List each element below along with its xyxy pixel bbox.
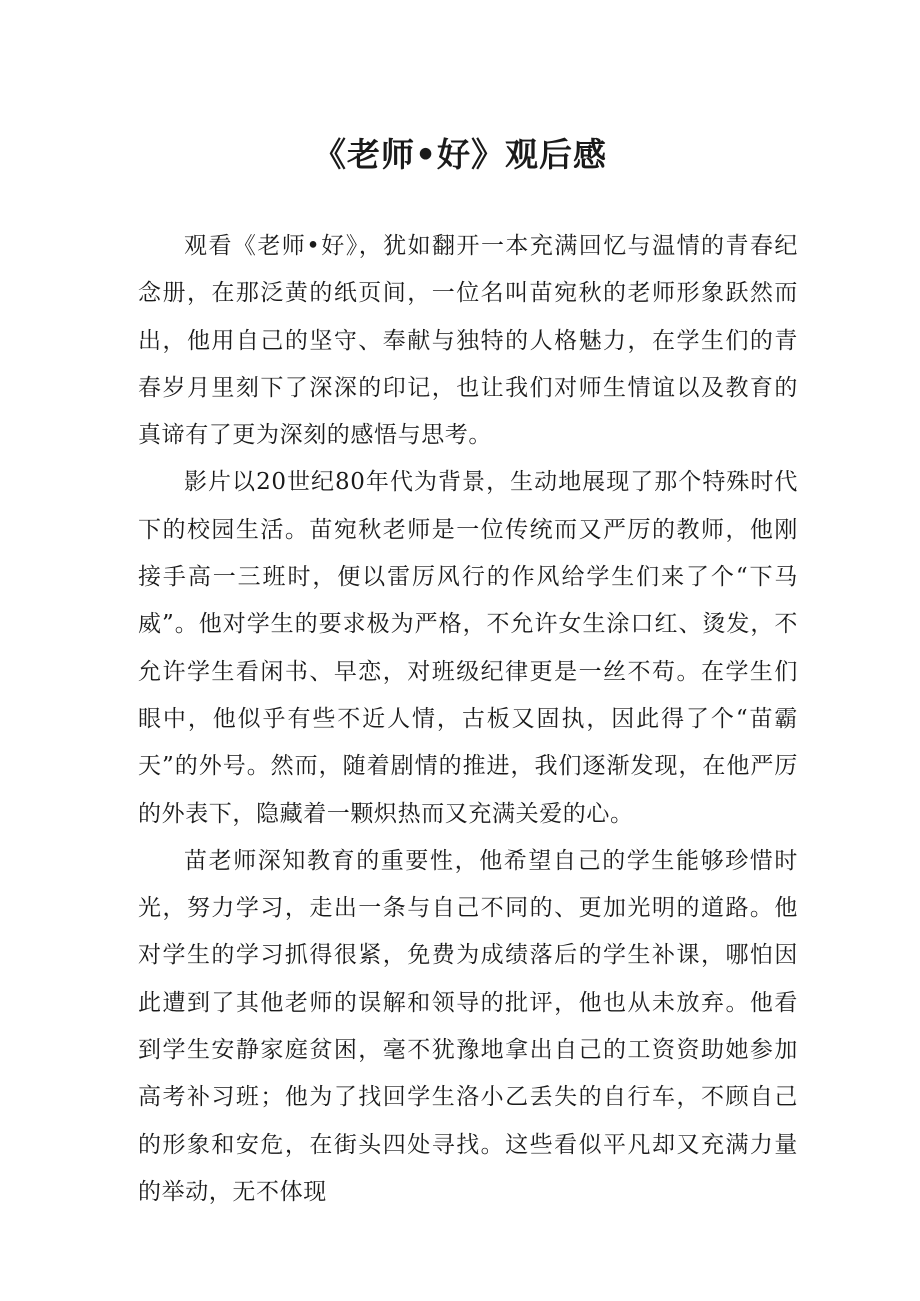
document-body (138, 223, 798, 1216)
paragraph-2: 影片以20世纪80年代为背景，生动地展现了那个特殊时代下的校园生活。苗宛秋老师是一位传统而又严厉的教师，他刚接手高一三班时，便以雷厉风行的作风给学生们来了个“下马威”。他对学生的要求极为严格，不允许女生涂口红、烫发，不允许学生看闲书、早恋，对班级纪律更是一丝不苟。在学生们眼中，他似乎有些不近人情，古板又固执，因此得了个“苗霸天”的外号。然而，随着剧情的推进，我们逐渐发现，在他严厉的外表下，隐藏着一颗炽热而又充满关爱的心。 (138, 469, 798, 827)
paragraph-1: 观看《老师•好》，犹如翻开一本充满回忆与温情的青春纪念册，在那泛黄的纸页间，一位名叫苗宛秋的老师形象跃然而出，他用自己的坚守、奉献与独特的人格魅力，在学生们的青春岁月里刻下了深深的印记，也让我们对师生情谊以及教育的真谛有了更为深刻的感悟与思考。 (138, 233, 798, 449)
document-title: 《老师•好》观后感 (312, 135, 608, 174)
paragraph-3: 苗老师深知教育的重要性，他希望自己的学生能够珍惜时光，努力学习，走出一条与自己不同的、更加光明的道路。他对学生的学习抓得很紧，免费为成绩落后的学生补课，哪怕因此遭到了其他老师的误解和领导的批评，他也从未放弃。他看到学生安静家庭贫困，毫不犹豫地拿出自己的工资资助她参加高考补习班；他为了找回学生洛小乙丢失的自行车，不顾自己的形象和安危，在街头四处寻找。这些看似平凡却又充满力量的举动，无不体现 (138, 847, 798, 1205)
